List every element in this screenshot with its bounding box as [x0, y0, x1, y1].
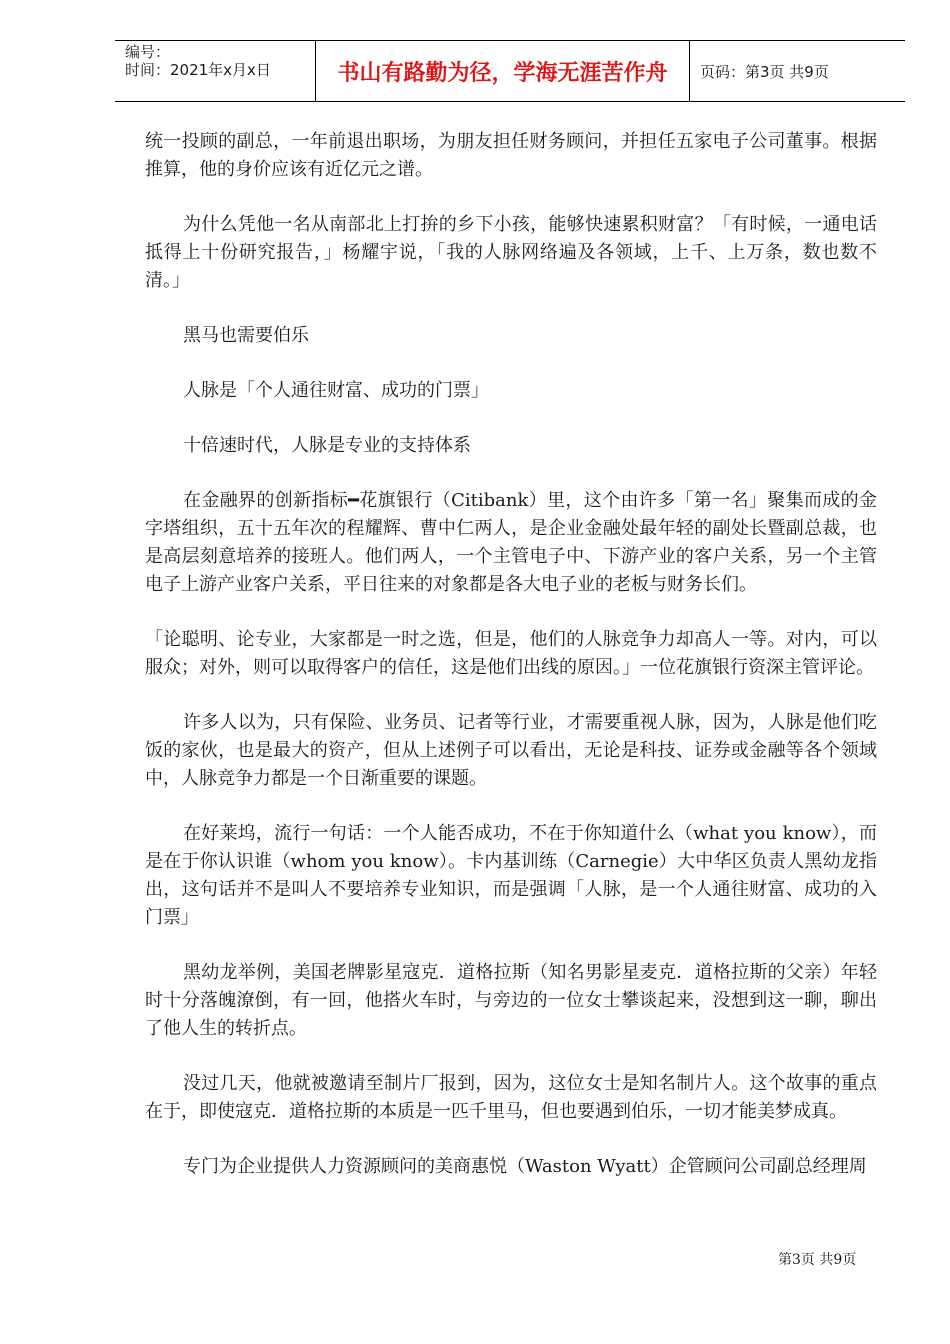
page-header — [115, 40, 905, 102]
paragraph: 许多人以为，只有保险、业务员、记者等行业，才需要重视人脉，因为，人脉是他们吃饭的家伙，也是最大的资产，但从上述例子可以看出，无论是科技、证券或金融等各个领域中，人脉竞争力都是一个日渐重要的课题。 — [145, 712, 877, 789]
header-page-info: 页码：第3页 共9页 — [700, 62, 829, 81]
paragraph: 没过几天，他就被邀请至制片厂报到，因为，这位女士是知名制片人。这个故事的重点在于，即使寇克．道格拉斯的本质是一匹千里马，但也要遇到伯乐，一切才能美梦成真。 — [145, 1073, 877, 1122]
paragraph: 黑幼龙举例，美国老牌影星寇克．道格拉斯（知名男影星麦克．道格拉斯的父亲）年轻时十分落魄潦倒，有一回，他搭火车时，与旁边的一位女士攀谈起来，没想到这一聊，聊出了他人生的转折点。 — [145, 962, 877, 1039]
paragraph: 在好莱坞，流行一句话：一个人能否成功，不在于你知道什么（what you know），而是在于你认识谁（whom you know）。卡内基训练（Carnegie）大中华区负责人黑幼龙指出，这句话并不是叫人不要培养专业知识，而是强调「人脉，是一个人通往财富、成功的入门票」 — [145, 823, 877, 928]
paragraph: 在金融界的创新指标━花旗银行（Citibank）里，这个由许多「第一名」聚集而成的金字塔组织，五十五年次的程耀辉、曹中仁两人，是企业金融处最年轻的副处长暨副总裁，也是高层刻意培养的接班人。他们两人，一个主管电子中、下游产业的客户关系，另一个主管电子上游产业客户关系，平日往来的对象都是各大电子业的老板与财务长们。 — [145, 490, 877, 595]
paragraph: 「论聪明、论专业，大家都是一时之选，但是，他们的人脉竞争力却高人一等。对内，可以服众；对外，则可以取得客户的信任，这是他们出线的原因。」一位花旗银行资深主管评论。 — [145, 629, 877, 678]
paragraph: 统一投顾的副总，一年前退出职场，为朋友担任财务顾问，并担任五家电子公司董事。根据推算，他的身价应该有近亿元之谱。 — [145, 131, 877, 180]
header-meta-cell — [115, 41, 316, 101]
document-body — [145, 128, 877, 1208]
header-motto: 书山有路勤为径，学海无涯苦作舟 — [316, 41, 690, 101]
header-number-label: 编号： — [125, 43, 171, 61]
section-heading: 黑马也需要伯乐 — [183, 325, 309, 346]
page-footer: 第3页 共9页 — [778, 1252, 857, 1268]
section-heading: 人脉是「个人通往财富、成功的门票」 — [183, 380, 489, 401]
section-heading: 十倍速时代，人脉是专业的支持体系 — [183, 435, 471, 456]
paragraph: 专门为企业提供人力资源顾问的美商惠悦（Waston Wyatt）企管顾问公司副总经理周 — [183, 1156, 867, 1177]
paragraph: 为什么凭他一名从南部北上打拚的乡下小孩，能够快速累积财富？「有时候，一通电话抵得上十份研究报告，」杨耀宇说，「我的人脉网络遍及各领域，上千、上万条，数也数不清。」 — [145, 214, 877, 291]
header-time-label: 时间：2021年x月x日 — [125, 61, 271, 79]
